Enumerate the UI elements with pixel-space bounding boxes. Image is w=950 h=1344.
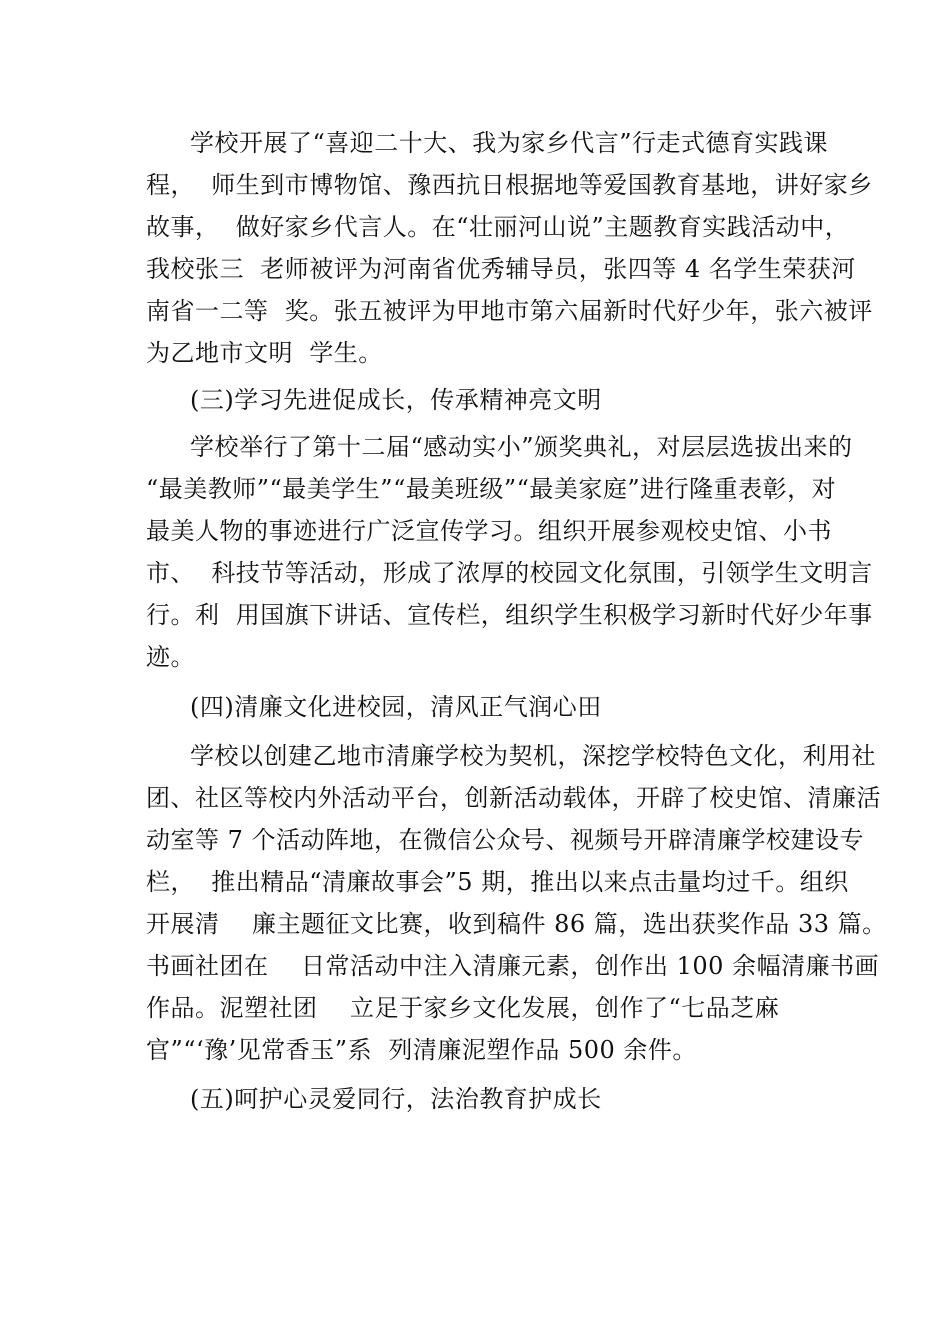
paragraph-line: 南省一二等 奖。张五被评为甲地市第六届新时代好少年，张六被评 xyxy=(146,297,873,325)
paragraph-line: 作品。泥塑社团 立足于家乡文化发展，创作了“七品芝麻 xyxy=(146,994,780,1022)
paragraph-line: 迹。 xyxy=(146,643,195,671)
paragraph-line: 故事， 做好家乡代言人。在“壮丽河山说”主题教育实践活动中， xyxy=(146,213,850,241)
paragraph-line: 行。利 用国旗下讲话、宣传栏，组织学生积极学习新时代好少年事 xyxy=(146,601,873,629)
paragraph-line: 学校举行了第十二届“感动实小”颁奖典礼，对层层选拔出来的 xyxy=(190,433,853,461)
paragraph-line: 程， 师生到市博物馆、豫西抗日根据地等爱国教育基地，讲好家乡 xyxy=(146,171,873,199)
section-heading: (三)学习先进促成长，传承精神亮文明 xyxy=(190,386,602,414)
paragraph-line: 学校以创建乙地市清廉学校为契机，深挖学校特色文化，利用社 xyxy=(190,742,876,770)
section-heading: (四)清廉文化进校园，清风正气润心田 xyxy=(190,693,602,721)
paragraph-line: 书画社团在 日常活动中注入清廉元素，创作出 100 余幅清廉书画 xyxy=(146,952,880,980)
paragraph-line: 市、 科技节等活动，形成了浓厚的校园文化氛围，引领学生文明言 xyxy=(146,559,873,587)
paragraph-line: 开展清 廉主题征文比赛，收到稿件 86 篇，选出获奖作品 33 篇。 xyxy=(146,910,887,938)
paragraph-line: 团、社区等校内外活动平台，创新活动载体，开辟了校史馆、清廉活 xyxy=(146,784,881,812)
paragraph-line: 学校开展了“喜迎二十大、我为家乡代言”行走式德育实践课 xyxy=(190,129,829,157)
paragraph-line: 栏， 推出精品“清廉故事会”5 期，推出以来点击量均过千。组织 xyxy=(146,868,849,896)
paragraph-line: 官”“‘豫’见常香玉”系 列清廉泥塑作品 500 余件。 xyxy=(146,1036,697,1064)
paragraph-line: 为乙地市文明 学生。 xyxy=(146,339,383,367)
paragraph-line: 我校张三 老师被评为河南省优秀辅导员，张四等 4 名学生荣获河 xyxy=(146,255,856,283)
section-heading: (五)呵护心灵爱同行，法治教育护成长 xyxy=(190,1085,602,1113)
paragraph-line: “最美教师”“最美学生”“最美班级”“最美家庭”进行隆重表彰，对 xyxy=(146,475,837,503)
paragraph-line: 动室等 7 个活动阵地，在微信公众号、视频号开辟清廉学校建设专 xyxy=(146,826,865,854)
paragraph-line: 最美人物的事迹进行广泛宣传学习。组织开展参观校史馆、小书 xyxy=(146,517,832,545)
